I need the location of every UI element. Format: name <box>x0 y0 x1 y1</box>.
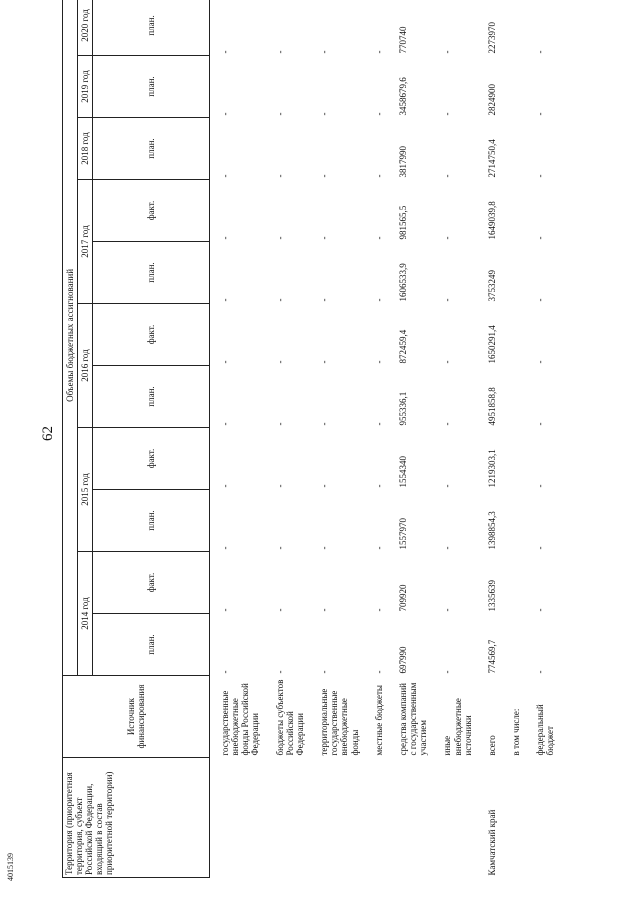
value-cell <box>501 552 525 614</box>
value-cell: 1557970 <box>397 518 408 550</box>
value-cell: 774569,7 <box>486 639 497 674</box>
value-cell: - <box>442 360 453 364</box>
value-cell <box>501 0 525 56</box>
value-cell: - <box>274 360 285 364</box>
value-cell: - <box>535 670 546 674</box>
header-plan-2019: план. <box>93 56 210 118</box>
header-source: Источник финансирования <box>63 676 210 758</box>
header-year-2016: 2016 год <box>78 304 93 428</box>
value-cell: - <box>274 298 285 302</box>
value-cell: 709920 <box>397 584 408 612</box>
value-cell: 3817990 <box>397 146 408 178</box>
value-cell: - <box>220 298 230 302</box>
value-cell: - <box>220 236 230 240</box>
value-cell: - <box>535 546 546 550</box>
value-cell: - <box>274 174 285 178</box>
value-cell: 1649039,8 <box>486 201 497 240</box>
value-cell: - <box>373 484 384 488</box>
value-cell: - <box>220 546 230 550</box>
value-cell: - <box>442 484 453 488</box>
header-plan-2014: план. <box>93 614 210 676</box>
value-cell <box>501 180 525 242</box>
source-cell: федеральный бюджет <box>535 704 556 756</box>
source-cell: всего <box>486 735 497 756</box>
header-year-2020: 2020 год <box>78 0 93 56</box>
territory-cell <box>432 758 476 878</box>
value-cell: 955336,1 <box>397 391 408 426</box>
value-cell: - <box>274 50 285 54</box>
value-cell: - <box>535 608 546 612</box>
value-cell: 2273970 <box>486 22 497 54</box>
document-id: 4015139 <box>6 853 15 881</box>
value-cell: - <box>442 236 453 240</box>
value-cell: - <box>373 50 384 54</box>
value-cell: - <box>220 422 230 426</box>
header-volumes: Объемы бюджетных ассигнований <box>63 0 78 676</box>
value-cell: - <box>274 608 285 612</box>
value-cell: 3458679,6 <box>397 77 408 116</box>
value-cell <box>501 304 525 366</box>
territory-cell: Камчатский край <box>486 809 497 876</box>
value-cell: 1606533,9 <box>397 263 408 302</box>
value-cell: - <box>442 608 453 612</box>
value-cell: - <box>220 608 230 612</box>
source-cell: средства компаний с государственным участием <box>397 682 429 756</box>
value-cell: - <box>319 608 330 612</box>
value-cell: - <box>319 670 330 674</box>
value-cell: 3753249 <box>486 270 497 302</box>
value-cell: 1650291,4 <box>486 325 497 364</box>
value-cell: - <box>319 112 330 116</box>
value-cell: - <box>220 174 230 178</box>
value-cell: - <box>274 422 285 426</box>
value-cell: - <box>535 360 546 364</box>
value-cell: 697990 <box>397 646 408 674</box>
value-cell: - <box>373 608 384 612</box>
source-cell: местные бюджеты <box>373 685 384 756</box>
value-cell: - <box>373 360 384 364</box>
value-cell <box>501 118 525 180</box>
value-cell: - <box>535 236 546 240</box>
value-cell: - <box>442 670 453 674</box>
value-cell: - <box>373 236 384 240</box>
budget-table-container <box>62 9 556 878</box>
value-cell: - <box>373 670 384 674</box>
value-cell: - <box>220 670 230 674</box>
territory-cell <box>364 758 388 878</box>
value-cell: - <box>274 670 285 674</box>
value-cell: 1335639 <box>486 580 497 612</box>
header-year-2018: 2018 год <box>78 118 93 180</box>
value-cell: - <box>442 546 453 550</box>
value-cell: - <box>319 50 330 54</box>
value-cell: - <box>535 50 546 54</box>
header-year-2015: 2015 год <box>78 428 93 552</box>
value-cell <box>501 56 525 118</box>
value-cell: 1398854,3 <box>486 511 497 550</box>
table-body <box>210 0 560 878</box>
value-cell: - <box>442 174 453 178</box>
header-year-2017: 2017 год <box>78 180 93 304</box>
table-row <box>265 0 309 878</box>
value-cell: - <box>373 546 384 550</box>
value-cell: 2714750,4 <box>486 139 497 178</box>
table-row <box>364 0 388 878</box>
table-row <box>210 0 265 878</box>
value-cell: 1219303,1 <box>486 449 497 488</box>
header-fact-2016: факт. <box>93 304 210 366</box>
value-cell: - <box>220 360 230 364</box>
value-cell: - <box>442 50 453 54</box>
value-cell <box>501 242 525 304</box>
value-cell: - <box>535 174 546 178</box>
territory-cell <box>501 758 525 878</box>
territory-cell <box>388 758 432 878</box>
value-cell: - <box>220 50 230 54</box>
value-cell: - <box>535 422 546 426</box>
header-fact-2015: факт. <box>93 428 210 490</box>
header-year-2014: 2014 год <box>78 552 93 676</box>
header-plan-2016: план. <box>93 366 210 428</box>
table-row <box>309 0 364 878</box>
table-row <box>525 0 559 878</box>
value-cell: - <box>535 484 546 488</box>
value-cell: - <box>442 422 453 426</box>
value-cell: - <box>319 174 330 178</box>
value-cell: - <box>274 112 285 116</box>
header-territory: Территория (приоритетная территория, субъект Российской Федерации, входящий в состав приоритетной территории) <box>63 758 210 878</box>
value-cell: - <box>373 174 384 178</box>
value-cell <box>501 490 525 552</box>
value-cell: - <box>442 112 453 116</box>
header-plan-2018: план. <box>93 118 210 180</box>
value-cell: - <box>535 112 546 116</box>
territory-cell <box>309 758 364 878</box>
budget-allocations-table <box>62 0 559 878</box>
value-cell: 872459,4 <box>397 329 408 364</box>
value-cell: - <box>442 298 453 302</box>
value-cell: - <box>319 546 330 550</box>
value-cell <box>501 428 525 490</box>
value-cell: 4951858,8 <box>486 387 497 426</box>
value-cell: - <box>319 360 330 364</box>
value-cell: - <box>319 236 330 240</box>
value-cell <box>501 614 525 676</box>
value-cell <box>501 366 525 428</box>
value-cell: - <box>373 422 384 426</box>
source-cell: иные внебюджетные источники <box>442 698 473 756</box>
source-cell: государственные внебюджетные фонды Российской Федерации <box>220 683 261 756</box>
value-cell: 770740 <box>397 26 408 54</box>
source-cell: бюджеты субъектов Российской Федерации <box>274 679 305 756</box>
territory-cell <box>525 758 559 878</box>
territory-cell <box>210 758 265 878</box>
header-plan-2020: план. <box>93 0 210 56</box>
table-row <box>477 0 501 878</box>
value-cell: - <box>220 112 230 116</box>
table-row <box>432 0 476 878</box>
value-cell: - <box>274 236 285 240</box>
header-fact-2014: факт. <box>93 552 210 614</box>
value-cell: 2824900 <box>486 84 497 116</box>
value-cell: - <box>274 484 285 488</box>
value-cell: 981565,5 <box>397 205 408 240</box>
header-plan-2017: план. <box>93 242 210 304</box>
value-cell: - <box>319 484 330 488</box>
value-cell: - <box>373 298 384 302</box>
value-cell: - <box>319 298 330 302</box>
value-cell: 1554340 <box>397 456 408 488</box>
header-plan-2015: план. <box>93 490 210 552</box>
source-cell: территориальные государственные внебюджетные фонды <box>319 688 360 756</box>
table-row <box>388 0 432 878</box>
source-cell: в том числе: <box>510 708 521 756</box>
table-row <box>501 0 525 878</box>
value-cell: - <box>535 298 546 302</box>
value-cell: - <box>220 484 230 488</box>
page-number: 62 <box>40 426 56 441</box>
header-year-2019: 2019 год <box>78 56 93 118</box>
header-fact-2017: факт. <box>93 180 210 242</box>
value-cell: - <box>373 112 384 116</box>
territory-cell <box>265 758 309 878</box>
value-cell: - <box>274 546 285 550</box>
value-cell: - <box>319 422 330 426</box>
